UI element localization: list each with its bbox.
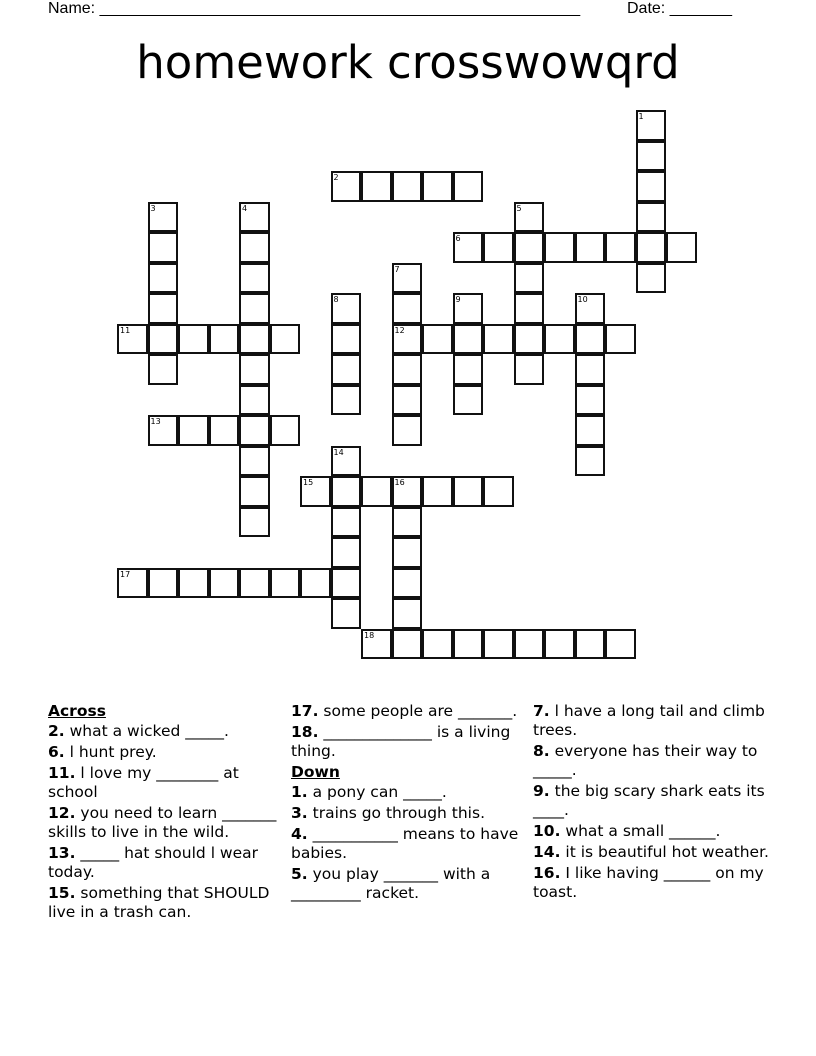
grid-cell[interactable] — [148, 568, 179, 599]
clue-item — [533, 782, 773, 820]
grid-cell[interactable] — [331, 171, 362, 202]
grid-cell[interactable] — [514, 629, 545, 660]
grid-cell[interactable] — [575, 293, 606, 324]
clue-num: 14. — [533, 843, 561, 861]
clue-num: 17. — [291, 702, 319, 720]
grid-cell[interactable] — [239, 385, 270, 416]
grid-cell[interactable] — [239, 324, 270, 355]
grid-cell[interactable] — [544, 324, 575, 355]
grid-cell[interactable] — [575, 629, 606, 660]
clue-number: 1 — [638, 112, 644, 121]
grid-cell[interactable] — [392, 293, 423, 324]
clue-item — [48, 884, 288, 922]
grid-cell[interactable] — [544, 232, 575, 263]
clue-num: 11. — [48, 764, 76, 782]
grid-cell[interactable] — [605, 232, 636, 263]
clue-item — [291, 723, 531, 761]
clue-number: 14 — [333, 447, 344, 457]
clue-num: 7. — [533, 702, 550, 720]
clue-num: 16. — [533, 864, 561, 882]
clue-text: everyone has their way to _____. — [533, 742, 758, 779]
clue-num: 2. — [48, 722, 65, 740]
clue-item — [533, 843, 773, 862]
grid-cell[interactable] — [514, 202, 545, 233]
clue-text: something that SHOULD live in a trash can. — [48, 884, 270, 921]
grid-cell[interactable] — [178, 568, 209, 599]
grid-cell[interactable] — [392, 537, 423, 568]
grid-cell[interactable] — [392, 415, 423, 446]
grid-cell[interactable] — [453, 232, 484, 263]
clue-text: what a small ______. — [565, 822, 721, 840]
grid-cell[interactable] — [422, 324, 453, 355]
grid-cell[interactable] — [514, 324, 545, 355]
grid-cell[interactable] — [239, 354, 270, 385]
clue-item — [48, 804, 288, 842]
clue-num: 4. — [291, 825, 308, 843]
grid-cell[interactable] — [514, 354, 545, 385]
grid-cell[interactable] — [209, 324, 240, 355]
clue-num: 13. — [48, 844, 76, 862]
clue-num: 18. — [291, 723, 319, 741]
clue-num: 1. — [291, 783, 308, 801]
clue-text: _____ hat should l wear today. — [48, 844, 259, 881]
clue-text: trains go through this. — [312, 804, 485, 822]
clue-number: 10 — [577, 295, 588, 304]
clue-num: 3. — [291, 804, 308, 822]
grid-cell[interactable] — [239, 446, 270, 477]
grid-cell[interactable] — [331, 507, 362, 538]
grid-cell[interactable] — [270, 324, 301, 355]
grid-cell[interactable] — [514, 232, 545, 263]
grid-cell[interactable] — [361, 171, 392, 202]
clue-item — [48, 722, 288, 741]
grid-cell[interactable] — [392, 598, 423, 629]
grid-cell[interactable] — [575, 324, 606, 355]
grid-cell[interactable] — [483, 629, 514, 660]
clue-number: 5 — [516, 203, 522, 213]
clue-number: 3 — [150, 203, 156, 213]
grid-cell[interactable] — [453, 476, 484, 507]
grid-cell[interactable] — [331, 598, 362, 629]
clue-number: 9 — [455, 295, 461, 304]
grid-cell[interactable] — [575, 415, 606, 446]
grid-cell[interactable] — [605, 324, 636, 355]
grid-cell[interactable] — [422, 629, 453, 660]
grid-cell[interactable] — [239, 293, 270, 324]
clue-number: 6 — [455, 234, 461, 243]
grid-cell[interactable] — [392, 354, 423, 385]
grid-cell[interactable] — [270, 568, 301, 599]
grid-cell[interactable] — [239, 568, 270, 599]
grid-cell[interactable] — [636, 232, 667, 263]
clues-column-1 — [48, 702, 288, 924]
grid-cell[interactable] — [148, 415, 179, 446]
grid-cell[interactable] — [148, 263, 179, 294]
grid-cell[interactable] — [422, 476, 453, 507]
clue-number: 8 — [333, 295, 339, 304]
grid-cell[interactable] — [392, 324, 423, 355]
clue-text: some people are _______. — [323, 702, 518, 720]
grid-cell[interactable] — [636, 141, 667, 172]
grid-cell[interactable] — [300, 568, 331, 599]
clues-column-2 — [291, 702, 531, 905]
grid-cell[interactable] — [209, 568, 240, 599]
grid-cell[interactable] — [300, 476, 331, 507]
grid-cell[interactable] — [392, 476, 423, 507]
grid-cell[interactable] — [392, 263, 423, 294]
clue-number: 18 — [364, 630, 375, 640]
clue-text: you play _______ with a _________ racket. — [291, 865, 491, 902]
grid-cell[interactable] — [331, 568, 362, 599]
grid-cell[interactable] — [453, 171, 484, 202]
clue-number: 4 — [242, 203, 248, 213]
grid-cell[interactable] — [178, 415, 209, 446]
clue-number: 11 — [120, 325, 131, 335]
clue-num: 15. — [48, 884, 76, 902]
clue-text: ______________ is a living thing. — [291, 723, 511, 760]
clue-num: 8. — [533, 742, 550, 760]
grid-cell[interactable] — [117, 324, 148, 355]
grid-cell[interactable] — [453, 385, 484, 416]
clue-item — [533, 822, 773, 841]
clue-num: 9. — [533, 782, 550, 800]
grid-cell[interactable] — [239, 415, 270, 446]
clue-text: you need to learn _______ skills to live in the wild. — [48, 804, 277, 841]
grid-cell[interactable] — [514, 293, 545, 324]
clue-text: it is beautiful hot weather. — [565, 843, 769, 861]
clue-text: l hunt prey. — [69, 743, 157, 761]
grid-cell[interactable] — [544, 629, 575, 660]
grid-cell[interactable] — [148, 324, 179, 355]
across-heading: Across — [48, 702, 106, 720]
clue-num: 12. — [48, 804, 76, 822]
grid-cell[interactable] — [239, 263, 270, 294]
clue-item — [291, 783, 531, 802]
grid-cell[interactable] — [361, 629, 392, 660]
page-title: homework crosswowqrd — [136, 36, 680, 89]
clue-number: 15 — [303, 478, 314, 487]
grid-cell[interactable] — [636, 263, 667, 294]
grid-cell[interactable] — [331, 293, 362, 324]
clue-num: 10. — [533, 822, 561, 840]
clues-column-3 — [533, 702, 773, 904]
clue-text: a pony can _____. — [312, 783, 447, 801]
clue-text: ___________ means to have babies. — [291, 825, 519, 862]
clue-item — [533, 742, 773, 780]
date-field: Date: _______ — [627, 0, 732, 17]
grid-cell[interactable] — [453, 354, 484, 385]
grid-cell[interactable] — [361, 476, 392, 507]
grid-cell[interactable] — [636, 202, 667, 233]
clue-num: 5. — [291, 865, 308, 883]
clue-number: 7 — [394, 264, 400, 274]
grid-cell[interactable] — [392, 385, 423, 416]
grid-cell[interactable] — [239, 476, 270, 507]
grid-cell[interactable] — [331, 385, 362, 416]
grid-cell[interactable] — [117, 568, 148, 599]
grid-cell[interactable] — [148, 202, 179, 233]
grid-cell[interactable] — [270, 415, 301, 446]
grid-cell[interactable] — [453, 293, 484, 324]
clue-item — [48, 844, 288, 882]
grid-cell[interactable] — [392, 171, 423, 202]
grid-cell[interactable] — [178, 324, 209, 355]
clue-item — [291, 702, 531, 721]
grid-cell[interactable] — [209, 415, 240, 446]
grid-cell[interactable] — [575, 232, 606, 263]
clue-item — [533, 864, 773, 902]
clue-item — [291, 825, 531, 863]
clue-item — [48, 743, 288, 762]
clue-text: what a wicked _____. — [69, 722, 229, 740]
grid-cell[interactable] — [483, 324, 514, 355]
grid-cell[interactable] — [575, 385, 606, 416]
grid-cell[interactable] — [331, 354, 362, 385]
clue-item — [291, 804, 531, 823]
grid-cell[interactable] — [666, 232, 697, 263]
grid-cell[interactable] — [605, 629, 636, 660]
clue-number: 2 — [333, 173, 339, 182]
clue-text: l have a long tail and climb trees. — [533, 702, 765, 739]
grid-cell[interactable] — [483, 476, 514, 507]
clue-item — [291, 865, 531, 903]
clue-item — [533, 702, 773, 740]
grid-cell[interactable] — [331, 324, 362, 355]
grid-cell[interactable] — [422, 171, 453, 202]
grid-cell[interactable] — [239, 232, 270, 263]
clue-number: 13 — [150, 417, 161, 426]
clue-text: I like having ______ on my toast. — [533, 864, 764, 901]
grid-cell[interactable] — [331, 476, 362, 507]
clue-number: 17 — [120, 569, 131, 579]
clue-num: 6. — [48, 743, 65, 761]
grid-cell[interactable] — [239, 202, 270, 233]
clue-number: 12 — [394, 325, 405, 335]
grid-cell[interactable] — [453, 629, 484, 660]
grid-cell[interactable] — [392, 568, 423, 599]
down-heading: Down — [291, 763, 340, 781]
grid-cell[interactable] — [636, 171, 667, 202]
clue-item — [48, 764, 288, 802]
grid-cell[interactable] — [392, 507, 423, 538]
grid-cell[interactable] — [575, 354, 606, 385]
grid-cell[interactable] — [148, 232, 179, 263]
grid-cell[interactable] — [331, 446, 362, 477]
grid-cell[interactable] — [239, 507, 270, 538]
clue-number: 16 — [394, 478, 405, 487]
grid-cell[interactable] — [575, 446, 606, 477]
clue-text: the big scary shark eats its ____. — [533, 782, 765, 819]
clue-text: l love my ________ at school — [48, 764, 239, 801]
grid-cell[interactable] — [483, 232, 514, 263]
grid-cell[interactable] — [148, 293, 179, 324]
grid-cell[interactable] — [514, 263, 545, 294]
name-field: Name: ______________________________________________________ — [48, 0, 581, 17]
grid-cell[interactable] — [148, 354, 179, 385]
grid-cell[interactable] — [392, 629, 423, 660]
grid-cell[interactable] — [331, 537, 362, 568]
grid-cell[interactable] — [453, 324, 484, 355]
grid-cell[interactable] — [636, 110, 667, 141]
